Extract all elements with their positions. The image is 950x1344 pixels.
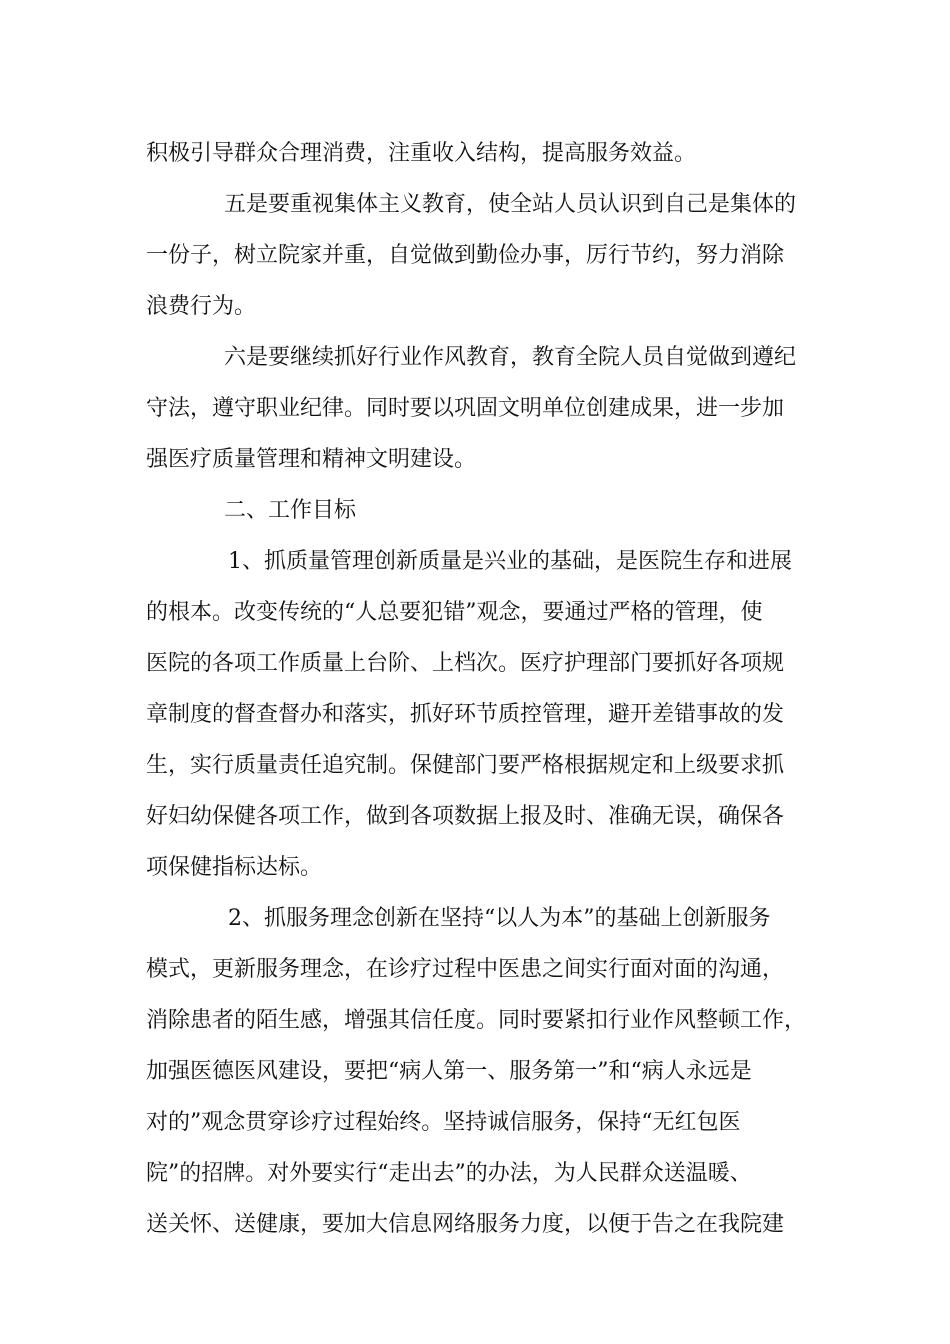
paragraph-line: 强医疗质量管理和精神文明建设。 (146, 447, 477, 472)
paragraph-line: 六是要继续抓好行业作风教育，教育全院人员自觉做到遵纪 (224, 345, 797, 370)
section-heading: 二、工作目标 (224, 498, 357, 523)
paragraph-line: 积极引导群众合理消费，注重收入结构，提高服务效益。 (146, 141, 697, 166)
paragraph-line: 五是要重视集体主义教育，使全站人员认识到自己是集体的 (224, 192, 797, 217)
paragraph-line: 1、抓质量管理创新质量是兴业的基础，是医院生存和进展 (228, 549, 792, 574)
paragraph-line: 一份子，树立院家并重，自觉做到勤俭办事，厉行节约，努力消除 (146, 243, 785, 268)
paragraph-line: 送关怀、送健康，要加大信息网络服务力度，以便于告之在我院建 (146, 1212, 785, 1237)
paragraph-line: 模式，更新服务理念，在诊疗过程中医患之间实行面对面的沟通， (146, 957, 785, 982)
paragraph-line: 项保健指标达标。 (146, 855, 323, 880)
paragraph-line: 守法，遵守职业纪律。同时要以巩固文明单位创建成果，进一步加 (146, 396, 785, 421)
paragraph-line: 章制度的督查督办和落实，抓好环节质控管理，避开差错事故的发 (146, 702, 785, 727)
paragraph-line: 好妇幼保健各项工作，做到各项数据上报及时、准确无误，确保各 (146, 804, 785, 829)
paragraph-line: 消除患者的陌生感，增强其信任度。同时要紧扣行业作风整顿工作， (146, 1008, 807, 1033)
paragraph-line: 医院的各项工作质量上台阶、上档次。医疗护理部门要抓好各项规 (146, 651, 785, 676)
paragraph-line: 加强医德医风建设，要把“病人第一、服务第一”和“病人永远是 (146, 1059, 752, 1084)
paragraph-line: 的根本。改变传统的“人总要犯错”观念，要通过严格的管理，使 (146, 600, 763, 625)
paragraph-line: 2、抓服务理念创新在坚持“以人为本”的基础上创新服务 (228, 906, 771, 931)
paragraph-line: 浪费行为。 (146, 294, 257, 319)
paragraph-line: 院”的招牌。对外要实行“走出去”的办法，为人民群众送温暖、 (146, 1161, 752, 1186)
paragraph-line: 对的”观念贯穿诊疗过程始终。坚持诚信服务，保持“无红包医 (146, 1110, 741, 1135)
body-text (146, 128, 806, 1250)
paragraph-line: 生，实行质量责任追究制。保健部门要严格根据规定和上级要求抓 (146, 753, 785, 778)
